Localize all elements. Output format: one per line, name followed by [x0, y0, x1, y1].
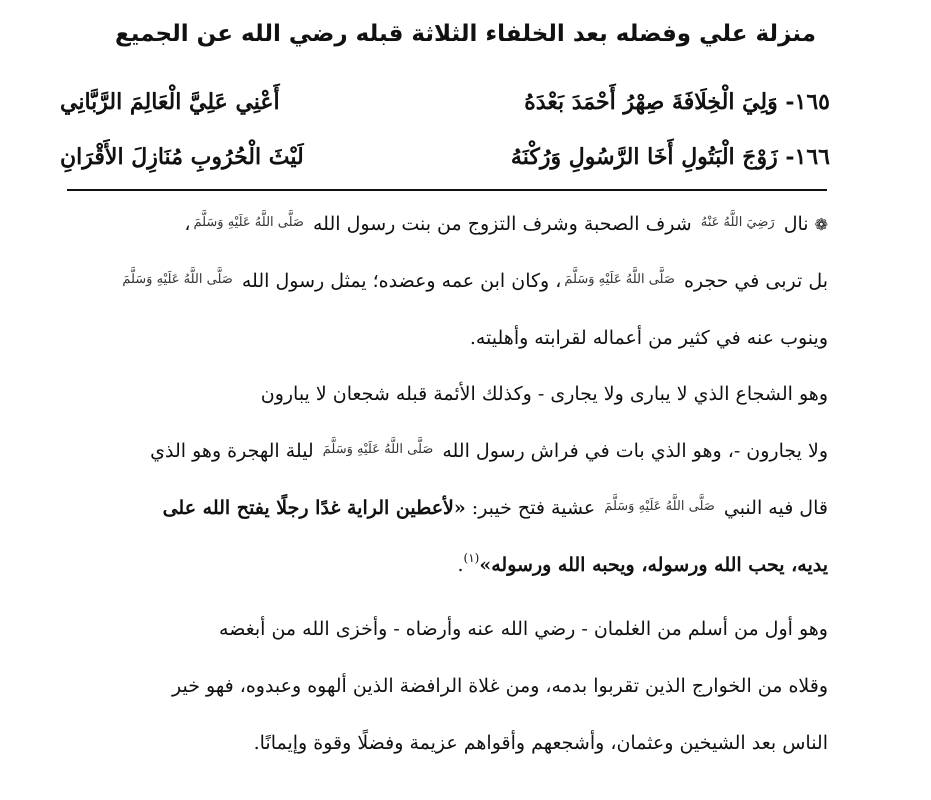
paragraph-2-line-3 [66, 480, 828, 537]
text-run: نال [783, 213, 809, 235]
salla-allahu-honorific: صَلَّى اللَّهُ عَلَيْهِ وَسَلَّمَ [193, 215, 304, 230]
verse-165-second-hemistich: أَعْنِي عَلِيَّ الْعَالِمَ الرَّبَّانِي [60, 89, 280, 115]
verse-166-first-hemistich: ١٦٦- زَوْجَ الْبَتُولِ أَخَا الرَّسُولِ وَرُكْنَهُ [510, 144, 830, 170]
paragraph-1-line-3: وينوب عنه في كثير من أعماله لقرابته وأهليته. [469, 327, 828, 349]
text-run: ليلة الهجرة وهو الذي [150, 440, 314, 462]
verse-165 [60, 82, 830, 122]
text-run: شرف الصحبة وشرف التزوج من بنت رسول الله [313, 213, 692, 235]
hadith-quote-start: «لأعطين الراية غدًا رجلًا يفتح الله على [162, 497, 466, 519]
salla-allahu-honorific: صَلَّى اللَّهُ عَلَيْهِ وَسَلَّمَ [604, 499, 715, 514]
text-run: قال فيه النبي [723, 497, 828, 519]
section-heading: منزلة علي وفضله بعد الخلفاء الثلاثة قبله رضي الله عن الجميع [114, 21, 817, 47]
text-run: ، [184, 213, 191, 235]
salla-allahu-honorific: صَلَّى اللَّهُ عَلَيْهِ وَسَلَّمَ [322, 442, 434, 457]
text-run: بل تربى في حجره [683, 270, 828, 292]
text-run: عشية فتح خيبر: [471, 497, 596, 519]
text-run: ، وكان ابن عمه وعضده؛ يمثل رسول الله [241, 270, 562, 292]
text-run: ولا يجارون -، وهو الذي بات في فراش رسول الله [442, 440, 828, 462]
verse-166-second-hemistich: لَيْثَ الْحُرُوبِ مُنَازِلَ الأَقْرَانِ [60, 144, 304, 170]
paragraph-2-line-1: وهو الشجاع الذي لا يبارى ولا يجارى - وكذلك الأئمة قبله شجعان لا يبارون [260, 383, 828, 405]
separator-rule [67, 189, 827, 191]
paragraph-1-line-2 [66, 253, 828, 310]
paragraph-1-line-1 [66, 196, 828, 253]
footnote-reference: (١) [463, 551, 480, 565]
paragraph-2-line-2 [66, 423, 828, 480]
paragraph-2-line-4 [66, 537, 828, 594]
paragraph-1 [66, 196, 828, 367]
text-run: . [457, 554, 464, 576]
hadith-quote-end: يديه، يحب الله ورسوله، ويحبه الله ورسوله» [479, 554, 828, 576]
paragraph-2 [66, 366, 828, 594]
salla-allahu-honorific: صَلَّى اللَّهُ عَلَيْهِ وَسَلَّمَ [564, 272, 675, 287]
radi-allahu-anhu-honorific: رَضِيَ اللَّهُ عَنْهُ [700, 215, 775, 230]
paragraph-3 [66, 601, 828, 772]
paragraph-3-line-1: وهو أول من أسلم من الغلمان - رضي الله عنه وأرضاه - وأخزى الله من أبغضه [219, 618, 828, 640]
flower-ornament-icon: ❁ [814, 215, 828, 234]
paragraph-3-line-3: الناس بعد الشيخين وعثمان، وأشجعهم وأقواهم عزيمة وفضلًا وقوة وإيمانًا. [253, 732, 828, 754]
verse-165-first-hemistich: ١٦٥- وَلِيَ الْخِلَافَةَ صِهْرُ أَحْمَدَ بَعْدَهُ [524, 89, 830, 115]
salla-allahu-honorific: صَلَّى اللَّهُ عَلَيْهِ وَسَلَّمَ [122, 272, 233, 287]
paragraph-3-line-2: وقلاه من الخوارج الذين تقربوا بدمه، ومن غلاة الرافضة الذين ألهوه وعبدوه، فهو خير [172, 675, 828, 697]
verse-166 [60, 137, 830, 177]
